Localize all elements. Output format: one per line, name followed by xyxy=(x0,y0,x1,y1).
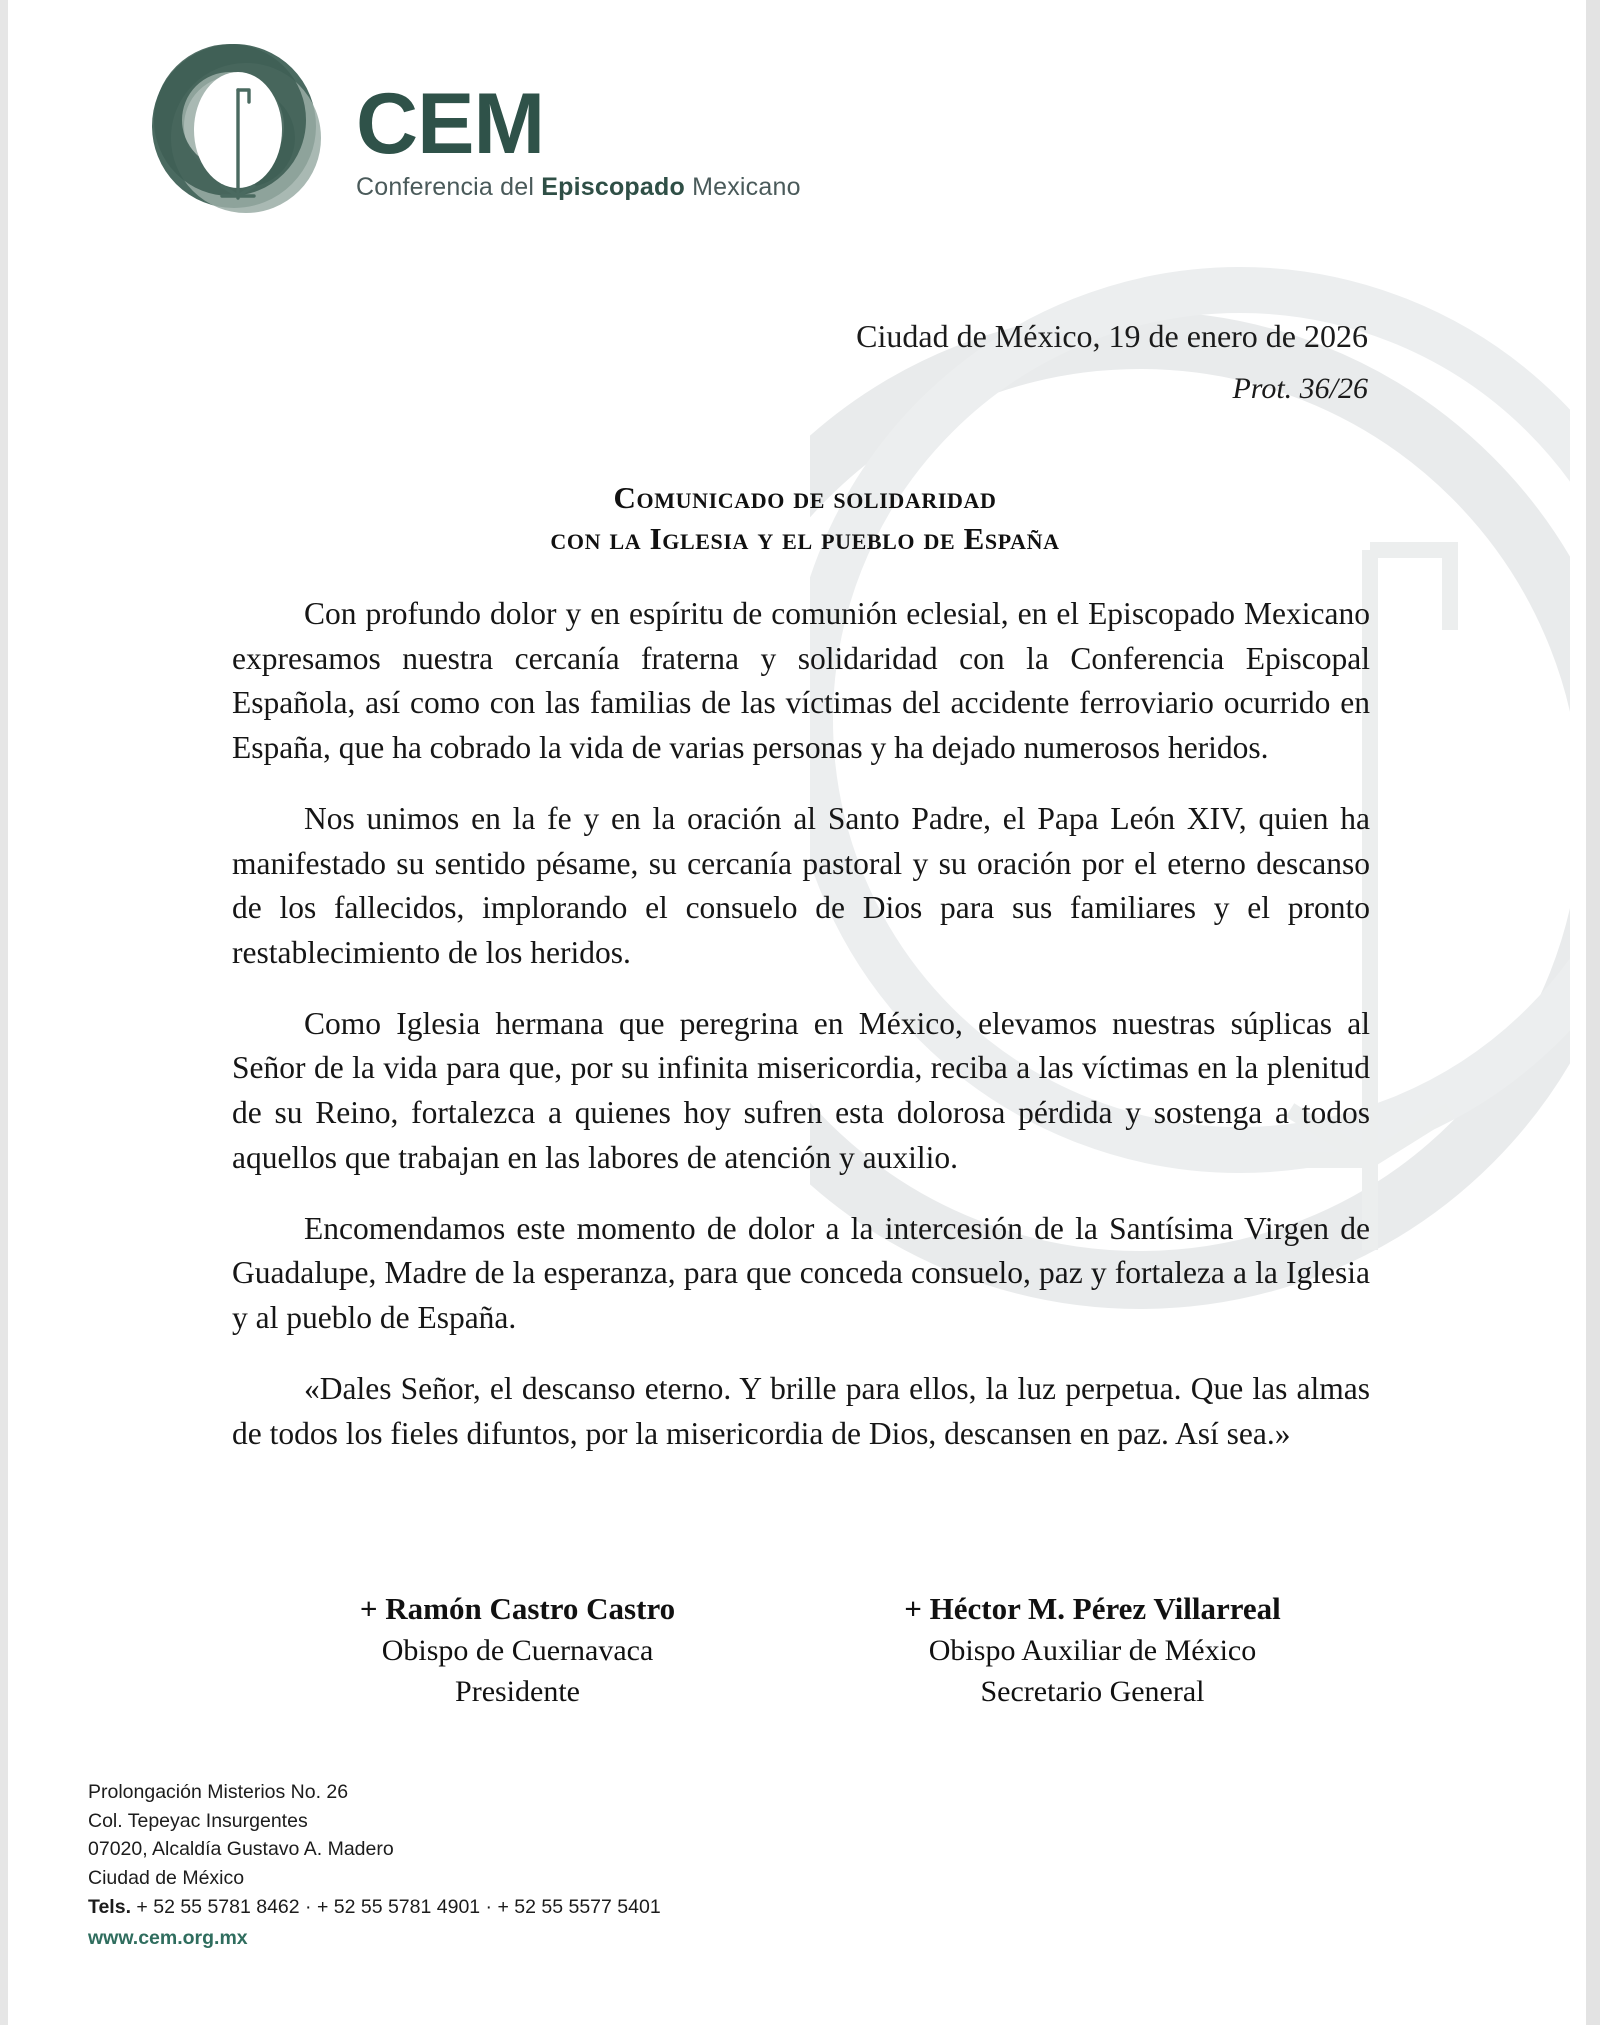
protocol-number: Prot. 36/26 xyxy=(1232,372,1368,405)
signatory-title: Secretario General xyxy=(980,1675,1205,1709)
document-title xyxy=(230,478,1380,560)
signatory-title: Presidente xyxy=(455,1675,580,1709)
logo-acronym: CEM xyxy=(356,76,545,173)
website-link[interactable]: www.cem.org.mx xyxy=(88,1927,248,1950)
signature-block xyxy=(230,1588,1380,1713)
paragraph: Como Iglesia hermana que peregrina en México, elevamos nuestras súplicas al Señor de la vida para que, por su infinita misericordia, reciba a las víctimas en la plenitud de su Reino, fortalezca a quienes hoy sufren esta dolorosa pérdida y sostenga a todos aquellos que trabajan en las labores de atención y auxilio. xyxy=(232,1005,1370,1175)
letterhead xyxy=(150,38,801,223)
signatory-role: Obispo de Cuernavaca xyxy=(381,1633,654,1667)
telephones xyxy=(88,1893,661,1922)
telephones-label: Tels. xyxy=(88,1895,131,1918)
tagline-prefix: Conferencia del xyxy=(356,172,542,201)
address-line-2: Col. Tepeyac Insurgentes xyxy=(88,1809,308,1832)
address-line-1: Prolongación Misterios No. 26 xyxy=(88,1781,349,1803)
tagline-bold: Episcopado xyxy=(541,172,685,201)
footer-contact-block xyxy=(88,1778,661,1953)
paragraph: Encomendamos este momento de dolor a la intercesión de la Santísima Virgen de Guadalupe, Madre de la esperanza, para que conceda consuelo, paz y fortaleza a la Iglesia y al pueblo de España. xyxy=(232,1210,1370,1336)
paragraph: Nos unimos en la fe y en la oración al Santo Padre, el Papa León XIV, quien ha manifestado su sentido pésame, su cercanía pastoral y su oración por el eterno descanso de los fallecidos, implorando el consuelo de Dios para sus familiares y el pronto restablecimiento de los heridos. xyxy=(232,800,1370,971)
paragraph: Con profundo dolor y en espíritu de comunión eclesial, en el Episcopado Mexicano expresamos nuestra cercanía fraterna y solidaridad con la Conferencia Episcopal Española, así como con las familias de las víctimas del accidente ferroviario ocurrido en España, que ha cobrado la vida de varias personas y ha dejado numerosos heridos. xyxy=(232,596,1370,766)
address-line-4: Ciudad de México xyxy=(88,1866,245,1889)
scan-edge-right xyxy=(1586,0,1600,2025)
title-line-2: con la Iglesia y el pueblo de España xyxy=(550,520,1060,556)
signatory-name: + Ramón Castro Castro xyxy=(359,1591,676,1626)
dateline: Ciudad de México, 19 de enero de 2026 xyxy=(856,318,1368,354)
scan-edge-left xyxy=(0,0,8,2025)
telephones-value: + 52 55 5781 8462 · + 52 55 5781 4901 · + 52 55 5577 5401 xyxy=(131,1895,661,1918)
logo-wordmark xyxy=(356,59,801,201)
paragraph: «Dales Señor, el descanso eterno. Y brille para ellos, la luz perpetua. Que las almas de todos los fieles difuntos, por la misericordia de Dios, descansen en paz. Así sea.» xyxy=(232,1370,1370,1451)
letter-paragraphs xyxy=(232,592,1370,1456)
cem-logo-icon xyxy=(150,38,330,223)
signatory xyxy=(230,1588,805,1713)
logo-tagline xyxy=(356,173,801,202)
signatory-name: + Héctor M. Pérez Villarreal xyxy=(904,1591,1281,1626)
tagline-suffix: Mexicano xyxy=(684,172,801,201)
title-line-1: Comunicado de solidaridad xyxy=(613,480,997,515)
signatory xyxy=(805,1588,1380,1713)
signatory-role: Obispo Auxiliar de México xyxy=(928,1633,1257,1667)
address-line-3: 07020, Alcaldía Gustavo A. Madero xyxy=(88,1838,394,1861)
